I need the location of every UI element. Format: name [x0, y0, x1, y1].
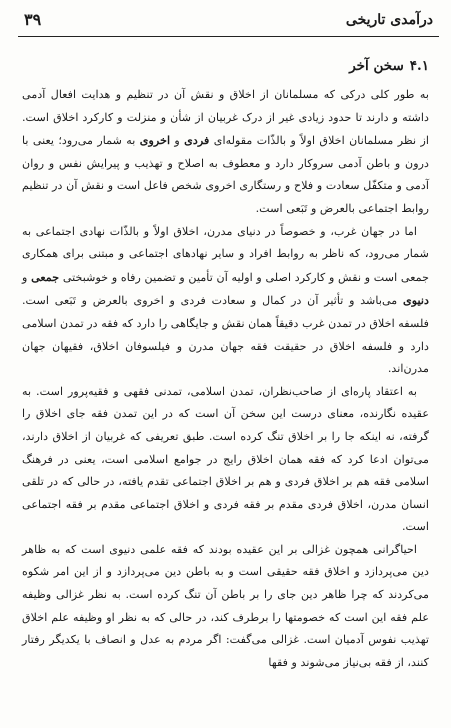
emphasis-term: فردی — [184, 133, 210, 148]
running-title: درآمدی تاریخی — [345, 12, 433, 28]
section-number: ۴.۱ — [409, 58, 429, 74]
emphasis-term: جمعی — [31, 269, 60, 284]
body-text — [22, 84, 429, 674]
section-heading — [349, 58, 429, 74]
section-title: سخن آخر — [349, 58, 404, 74]
paragraph: احیاگرانی همچون غزالی بر این عقیده بودند که فقه علمی دنیوی است که به ظاهر دین می‌پردازد و اخلاق فقه حقیقی است و به باطن دین می‌پردازد و از این امر شکوه می‌کردند که چرا ظاهر دین جای را بر باطن آن تنگ کرده است. به نظر غزالی وظیفه علم فقه این است که خصومتها را برطرف کند، در حالی که به نظر او وظیفه علم اخلاق تهذیب نفوس آدمیان است. غزالی می‌گفت: اگر مردم به عدل و انصاف با یکدیگر رفتار کنند، از فقه بی‌نیاز می‌شوند و فقها — [22, 542, 429, 669]
paragraph: به طور کلی درکی که مسلمانان از اخلاق و نقش آن در تنظیم و هدایت افعال آدمی داشته و دارند تا حدود زیادی غیر از درک غربیان از شأن و منزلت و کارکرد اخلاق است. از نظر مسلمانان اخلاق اولاً و بالذّات مقوله‌ای فردی و اخروی به شمار می‌رود؛ یعنی با درون و باطن آدمی سروکار دارد و معطوف به اصلاح و تهذیب و پیرایش نفس و روان آدمی و متکفّل سعادت و فلاح و رستگاری اخروی شخص فاعل است و نقش آن در تنظیم روابط اجتماعی بالعرض و تَبَعی است. — [22, 88, 429, 215]
page-number: ۳۹ — [24, 10, 42, 29]
paragraph: به اعتقاد پاره‌ای از صاحب‌نظران، تمدن اسلامی، تمدنی فقهی و فقیه‌پرور است. به عقیده نگارنده، معنای درست این سخن آن است که در این تمدن فقه جای اخلاق را گرفته، نه اینکه جا را بر اخلاق تنگ کرده است. طبق تعریفی که غربیان از اخلاق دارند، می‌توان ادعا کرد که فقه همان اخلاق رایج در جوامع اسلامی است، یعنی در فرهنگ اسلامی فقه هم بر اخلاق فردی و هم بر اخلاق اجتماعی تقدم یافته، در حالی که در تلقی انسان مدرن، اخلاق فردی مقدم بر فقه فردی و اخلاق اجتماعی مقدم بر فقه اجتماعی است. — [22, 384, 429, 534]
header-rule — [18, 36, 439, 37]
emphasis-term: دنیوی — [402, 293, 429, 308]
paragraph: اما در جهان غرب، و خصوصاً در دنیای مدرن، اخلاق اولاً و بالذّات نهادی اجتماعی به شمار می‌رود، که ناظر به روابط افراد و سایر نهادهای اجتماعی و مبتنی برای همکاری جمعی است و نقش و کارکرد اصلی و اولیه آن تأمین و تضمین رفاه و خوشبختی جمعی و دنیوی می‌باشد و تأثیر آن در کمال و سعادت فردی و اخروی بالعرض و تَبَعی است. فلسفه اخلاق در تمدن غرب دقیقاً همان نقش و جایگاهی را دارد که فقه در تمدن اسلامی دارد و فلسفه اخلاق در حقیقت فقه جهان مدرن و فیلسوفان اخلاق، فقیهان جهان مدرن‌اند. — [22, 224, 429, 376]
page-header — [18, 10, 433, 36]
emphasis-term: اخروی — [139, 133, 171, 148]
